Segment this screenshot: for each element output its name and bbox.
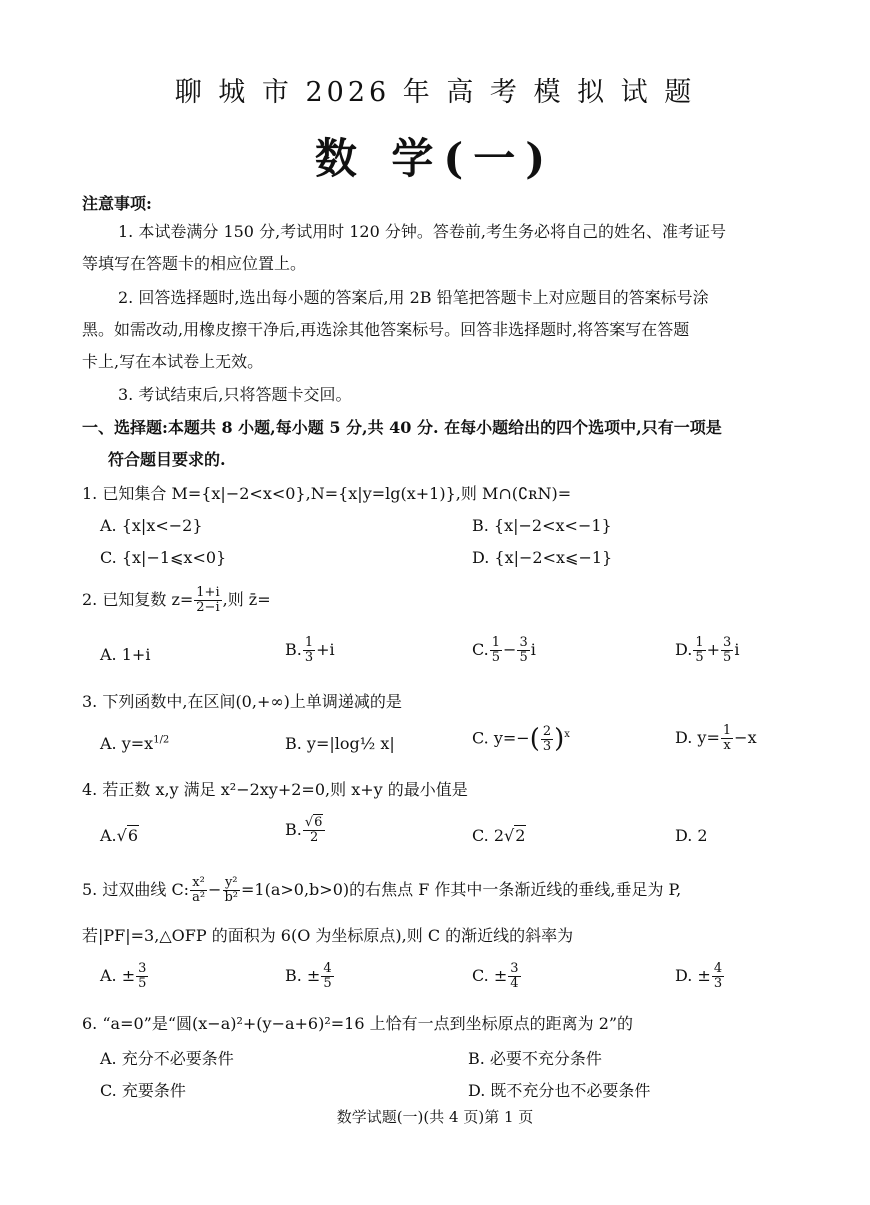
q5-frac2-num: y² (224, 875, 238, 890)
section1-line2: 符合题目要求的. (108, 450, 226, 469)
q3-a-exponent: 1/2 (153, 734, 170, 746)
q2-d-den2: 5 (723, 650, 732, 665)
q2-c-num1: 1 (491, 635, 501, 650)
q5-option-b (285, 962, 335, 991)
q5-a-label: A. ± (100, 966, 136, 985)
q3-c-exponent: x (564, 729, 570, 741)
q6-option-c: C. 充要条件 (100, 1081, 186, 1100)
q2-d-den1: 5 (695, 650, 704, 665)
q5-b-num: 4 (323, 961, 332, 976)
q5-d-den: 3 (713, 976, 723, 991)
notice-item2-line3: 卡上,写在本试卷上无效。 (82, 352, 264, 371)
q2-frac-numerator: 1+i (196, 585, 220, 600)
q5-frac2-den: b² (224, 890, 238, 905)
q2-d-num1: 1 (695, 635, 704, 650)
q5-frac1 (190, 876, 207, 905)
q4-b-fraction (303, 816, 326, 845)
q3-a-prefix: A. y=x (100, 734, 154, 753)
q4-a-label: A. (100, 826, 117, 845)
q6-stem: 6. “a=0”是“圆(x−a)²+(y−a+6)²=16 上恰有一点到坐标原点的距离为 2”的 (82, 1014, 634, 1033)
q5-b-label: B. ± (285, 966, 321, 985)
q5-frac1-num: x² (192, 875, 205, 890)
q2-c-num2: 3 (519, 635, 528, 650)
q5-c-num: 3 (510, 961, 519, 976)
q2-b-label: B. (285, 640, 302, 659)
q2-d-label: D. (675, 640, 693, 659)
q4-option-c (472, 826, 526, 845)
q5-frac2 (222, 876, 240, 905)
q5-d-num: 4 (713, 961, 723, 976)
q4-b-radicand: 6 (314, 815, 323, 830)
q3-c-rparen: ) (554, 724, 565, 754)
q2-stem-suffix: ,则 z̄= (222, 590, 271, 609)
q2-b-fraction (303, 636, 315, 665)
q5-option-c (472, 962, 522, 991)
q2-option-d (675, 636, 739, 665)
q2-b-den: 3 (304, 650, 314, 665)
q4-option-b (285, 816, 326, 845)
q3-option-d (675, 724, 757, 753)
q2-d-fraction1 (693, 636, 705, 665)
q3-c-prefix: C. y=− (472, 728, 530, 748)
q3-d-fraction (721, 724, 733, 753)
q4-a-radicand: 6 (127, 826, 139, 845)
q5-option-a (100, 962, 149, 991)
q5-a-fraction (136, 962, 148, 991)
q3-d-prefix: D. y= (675, 728, 720, 747)
q3-option-c (472, 724, 570, 754)
q5-b-den: 5 (323, 976, 332, 991)
q5-stem-suffix: =1(a>0,b>0)的右焦点 F 作其中一条渐近线的垂线,垂足为 P, (241, 880, 682, 899)
q5-c-label: C. ± (472, 966, 508, 985)
notice-item2-line1: 2. 回答选择题时,选出每小题的答案后,用 2B 铅笔把答题卡上对应题目的答案标号涂 (118, 288, 709, 307)
q2-c-den2: 5 (519, 650, 528, 665)
q4-a-sqrt-sign: √ (116, 826, 127, 845)
q3-c-fraction (541, 725, 553, 754)
q3-d-tail: −x (734, 728, 757, 747)
q1-option-c: C. {x|−1⩽x<0} (100, 548, 227, 567)
q2-d-tail: i (734, 640, 740, 659)
q5-frac1-den: a² (192, 890, 206, 905)
notice-item3: 3. 考试结束后,只将答题卡交回。 (118, 385, 352, 404)
q2-c-fraction2 (517, 636, 529, 665)
notice-item1-line2: 等填写在答题卡的相应位置上。 (82, 254, 307, 273)
q2-c-mid: − (503, 640, 517, 659)
q2-b-num: 1 (304, 635, 314, 650)
q2-stem-prefix: 2. 已知复数 z= (82, 590, 194, 609)
q2-c-label: C. (472, 640, 489, 659)
q4-c-sqrt-sign: √ (504, 826, 515, 845)
q4-c-label: C. 2 (472, 826, 505, 845)
subject-title: 数 学(一) (314, 134, 556, 183)
q3-d-num: 1 (722, 723, 732, 738)
q2-d-fraction2 (721, 636, 733, 665)
page-footer: 数学试题(一)(共 4 页)第 1 页 (336, 1108, 534, 1126)
q5-b-fraction (321, 962, 333, 991)
q3-c-den: 3 (542, 738, 552, 754)
q2-option-a: A. 1+i (100, 645, 151, 664)
q5-minus: − (208, 880, 222, 899)
q3-c-num: 2 (542, 723, 552, 739)
q5-d-label: D. ± (675, 966, 711, 985)
q4-option-a (100, 826, 139, 845)
q2-frac-denominator: 2−i (196, 600, 220, 615)
q2-d-num2: 3 (723, 635, 732, 650)
q6-option-d: D. 既不充分也不必要条件 (468, 1081, 651, 1100)
q5-a-den: 5 (138, 976, 147, 991)
q2-c-den1: 5 (491, 650, 501, 665)
q4-stem: 4. 若正数 x,y 满足 x²−2xy+2=0,则 x+y 的最小值是 (82, 780, 468, 799)
q5-stem-prefix: 5. 过双曲线 C: (82, 880, 190, 899)
q3-option-a (100, 734, 169, 753)
q5-d-fraction (712, 962, 724, 991)
q5-stem-line1 (82, 876, 681, 905)
q5-a-num: 3 (138, 961, 147, 976)
q3-d-den: x (723, 738, 731, 753)
notice-heading: 注意事项: (82, 194, 152, 213)
section1-line1: 一、选择题:本题共 8 小题,每小题 5 分,共 40 分. 在每小题给出的四个选项中,只有一项是 (82, 418, 722, 437)
notice-item1-line1: 1. 本试卷满分 150 分,考试用时 120 分钟。答卷前,考生务必将自己的姓名、准考证号 (118, 222, 726, 241)
q2-d-mid: + (706, 640, 721, 659)
q4-c-radicand: 2 (515, 826, 526, 845)
q3-c-lparen: ( (529, 724, 540, 754)
q2-option-b (285, 636, 335, 665)
exam-title: 聊 城 市 2026 年 高 考 模 拟 试 题 (174, 77, 696, 108)
q1-stem: 1. 已知集合 M={x|−2<x<0},N={x|y=lg(x+1)},则 M∩(∁ʀN)= (82, 484, 572, 503)
q2-c-tail: i (530, 640, 536, 659)
q2-option-c (472, 636, 536, 665)
q5-stem-line2: 若|PF|=3,△OFP 的面积为 6(O 为坐标原点),则 C 的渐近线的斜率为 (82, 926, 574, 945)
q5-option-d (675, 962, 725, 991)
q1-option-b: B. {x|−2<x<−1} (472, 516, 612, 535)
q5-c-fraction (508, 962, 520, 991)
q6-option-a: A. 充分不必要条件 (100, 1049, 234, 1068)
q2-c-fraction1 (490, 636, 502, 665)
q3-option-b: B. y=|log½ x| (285, 734, 395, 753)
q4-b-num: √6 (303, 816, 326, 831)
notice-item2-line2: 黑。如需改动,用橡皮擦干净后,再选涂其他答案标号。回答非选择题时,将答案写在答题 (82, 320, 690, 339)
q5-c-den: 4 (510, 976, 519, 991)
q6-option-b: B. 必要不充分条件 (468, 1049, 602, 1068)
q3-stem: 3. 下列函数中,在区间(0,+∞)上单调递减的是 (82, 692, 402, 711)
q4-b-den: 2 (309, 830, 319, 845)
q4-b-label: B. (285, 820, 302, 839)
q2-b-tail: +i (316, 640, 335, 659)
q1-option-a: A. {x|x<−2} (100, 516, 203, 535)
q2-stem (82, 586, 271, 615)
q1-option-d: D. {x|−2<x⩽−1} (472, 548, 613, 567)
q2-stem-fraction (194, 586, 221, 615)
q4-option-d: D. 2 (675, 826, 708, 845)
